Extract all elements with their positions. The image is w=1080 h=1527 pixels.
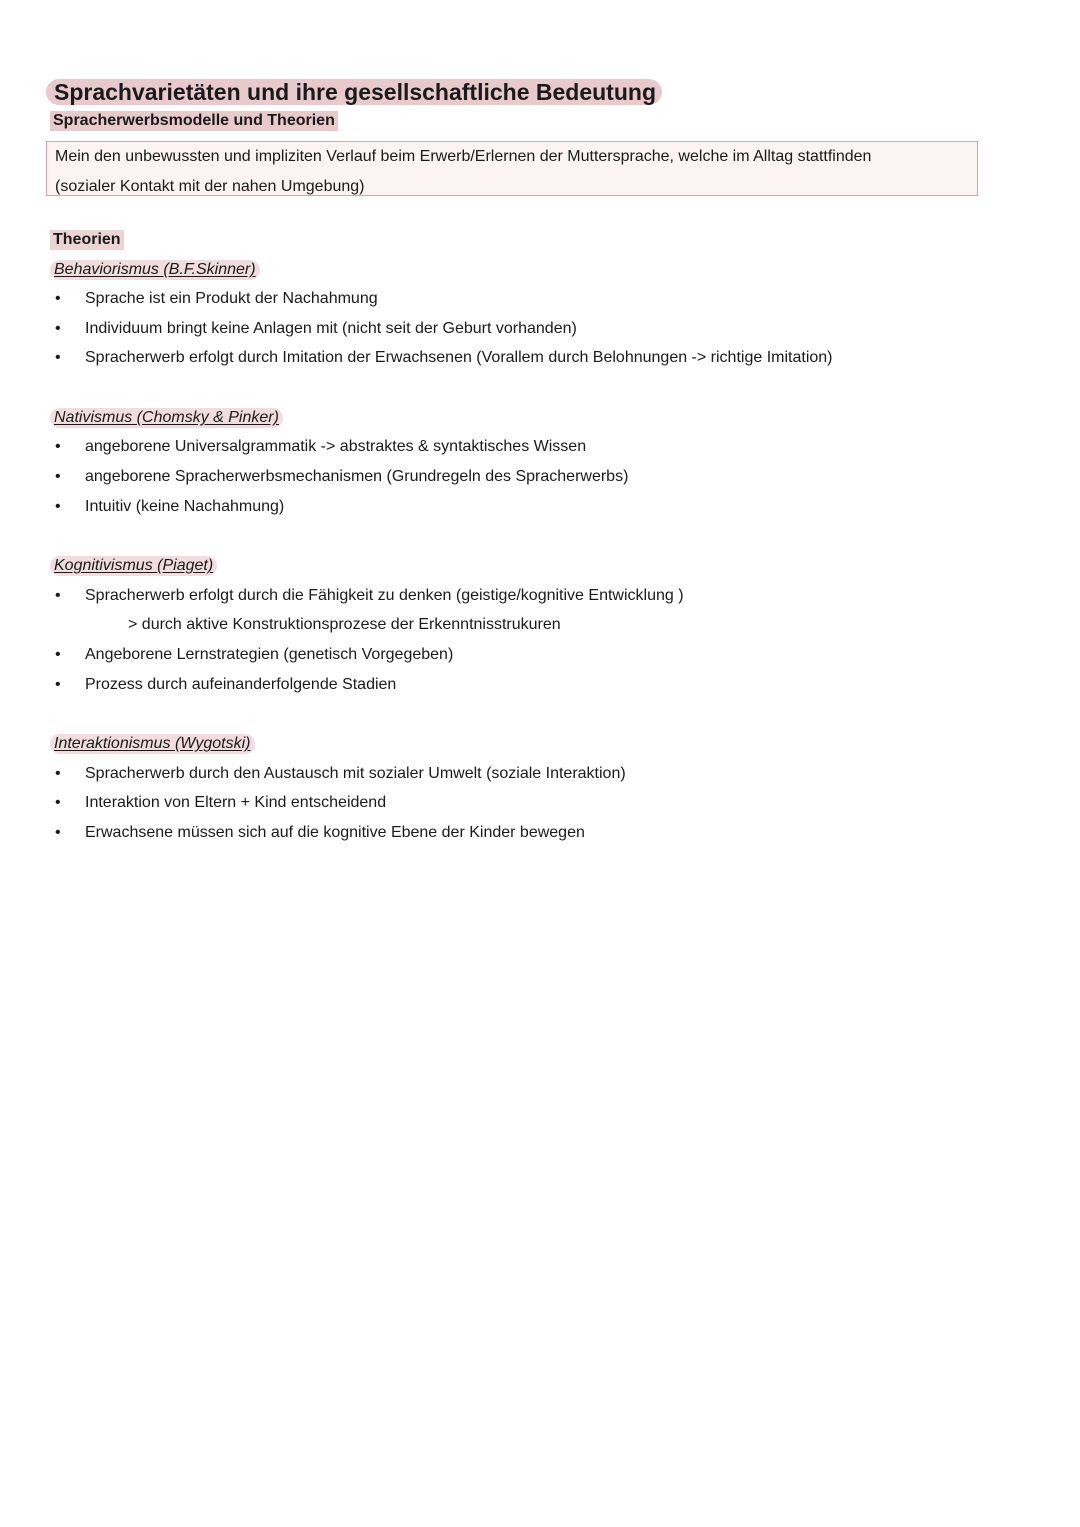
list-item: Spracherwerb durch den Austausch mit sozialer Umwelt (soziale Interaktion) (85, 765, 626, 782)
bullet-marker: • (55, 646, 61, 663)
bullet-marker: • (55, 794, 61, 811)
theories-heading: Theorien (50, 230, 124, 250)
list-item: Intuitiv (keine Nachahmung) (85, 498, 285, 515)
bullet-marker: • (55, 676, 61, 693)
section-heading-nativismus: Nativismus (Chomsky & Pinker) (50, 408, 283, 428)
bullet-marker: • (55, 824, 61, 841)
definition-line-2: (sozialer Kontakt mit der nahen Umgebung) (55, 177, 365, 195)
page-title: Sprachvarietäten und ihre gesellschaftliche Bedeutung (46, 79, 662, 105)
bullet-marker: • (55, 765, 61, 782)
section-heading-interaktionismus: Interaktionismus (Wygotski) (50, 734, 255, 754)
bullet-marker: • (55, 438, 61, 455)
list-item: Angeborene Lernstrategien (genetisch Vorgegeben) (85, 646, 454, 663)
list-item: Prozess durch aufeinanderfolgende Stadien (85, 676, 397, 693)
definition-box (46, 141, 978, 196)
list-item: Spracherwerb erfolgt durch Imitation der Erwachsenen (Vorallem durch Belohnungen -> richtige Imitation) (85, 349, 833, 366)
bullet-marker: • (55, 468, 61, 485)
list-item: angeborene Universalgrammatik -> abstraktes & syntaktisches Wissen (85, 438, 587, 455)
bullet-marker: • (55, 587, 61, 604)
bullet-marker: • (55, 349, 61, 366)
bullet-marker: • (55, 290, 61, 307)
list-item: Sprache ist ein Produkt der Nachahmung (85, 290, 378, 307)
list-sub-item: > durch aktive Konstruktionsprozese der Erkenntnisstrukuren (128, 616, 561, 633)
section-heading-kognitivismus: Kognitivismus (Piaget) (50, 556, 217, 576)
list-item: Interaktion von Eltern + Kind entscheidend (85, 794, 387, 811)
section-heading-behaviorismus: Behaviorismus (B.F.Skinner) (50, 260, 260, 280)
definition-line-1: Mein den unbewussten und impliziten Verlauf beim Erwerb/Erlernen der Muttersprache, welche im Alltag stattfinden (55, 148, 872, 165)
bullet-marker: • (55, 320, 61, 337)
bullet-marker: • (55, 498, 61, 515)
list-item: Spracherwerb erfolgt durch die Fähigkeit zu denken (geistige/kognitive Entwicklung ) (85, 587, 684, 604)
list-item: angeborene Spracherwerbsmechanismen (Grundregeln des Spracherwerbs) (85, 468, 629, 485)
list-item: Individuum bringt keine Anlagen mit (nicht seit der Geburt vorhanden) (85, 320, 577, 337)
list-item: Erwachsene müssen sich auf die kognitive Ebene der Kinder bewegen (85, 824, 585, 841)
page-subtitle: Spracherwerbsmodelle und Theorien (50, 111, 338, 131)
